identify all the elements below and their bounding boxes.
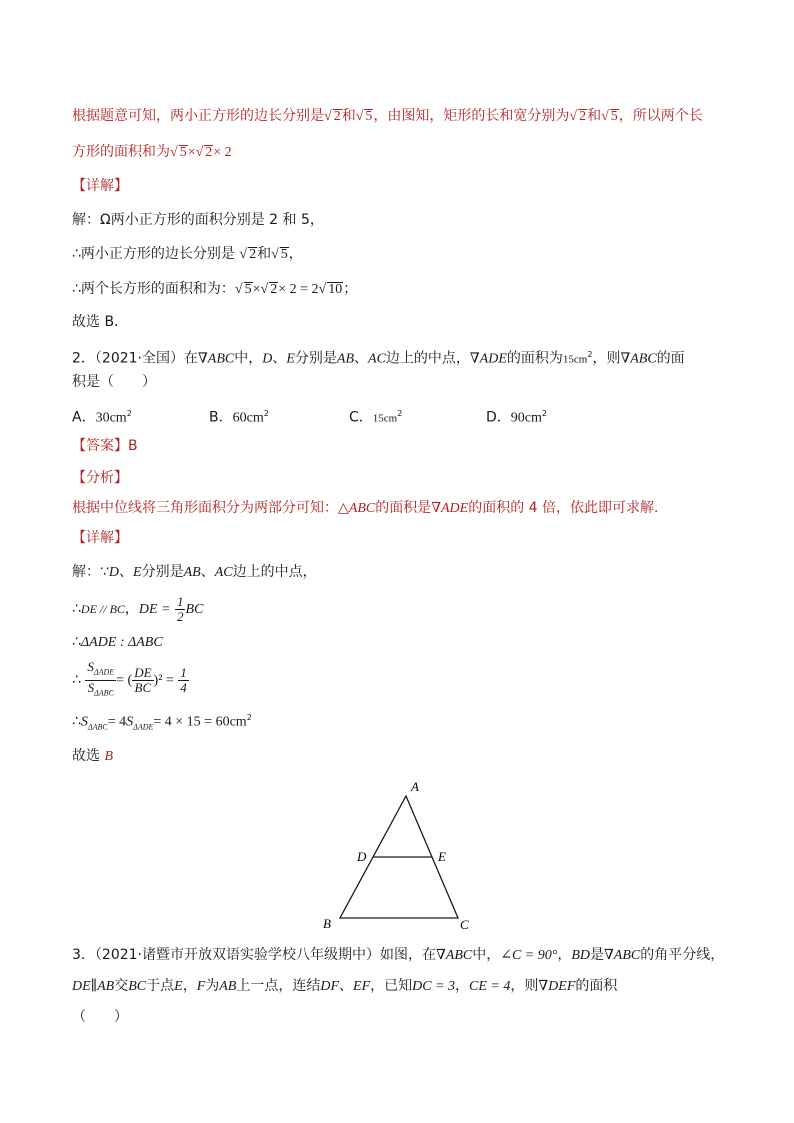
q3-line-2: DE∥AB交BC于点E，F为AB上一点，连结DF、EF，已知DC = 3，CE = 4，则∇DEF的面积 (72, 978, 618, 994)
sol1-line-2: ∴两小正方形的边长分别是 √ 2和√ 5， (72, 246, 303, 262)
fraction-one-quarter: $\frac{1}{4}$ (180, 664, 187, 695)
answer-line: 【答案】B (72, 438, 138, 454)
label-b: B (323, 916, 331, 931)
analysis-line-3: 根据中位线将三角形面积分为两部分可知：△ABC的面积是∇ADE的面积的 4 倍，依此即可求解． (72, 500, 669, 516)
analysis-label: 【分析】 (72, 470, 128, 486)
detail-label-1: 【详解】 (72, 178, 128, 194)
analysis-line-2: 方形的面积和为√ 5×√ 2× 2 (72, 144, 232, 160)
q2-options (72, 404, 672, 424)
triangle-figure (318, 778, 488, 938)
label-a: A (411, 779, 419, 794)
option-b[interactable]: B．$60cm^2$ (209, 409, 269, 426)
sol1-line-3: ∴两个长方形的面积和为：√ 5×√ 2× 2 = 2√ 10； (72, 281, 358, 297)
option-c[interactable]: C．$15cm^2$ (349, 409, 403, 426)
sol2-line-4: ∴ $\frac{S_{\Delta ADE}}{S_{\Delta ABC}}$ = ( $\frac{DE}{BC}$ )² = $\frac{1}{4}$ (72, 660, 189, 700)
label-e: E (438, 849, 446, 864)
fraction-one-half: $\frac{1}{2}$ (176, 593, 184, 624)
sol2-line-3: ∴ΔADE : ΔABC (72, 634, 163, 650)
side-ratio-fraction: $\frac{DE}{BC}$ (134, 664, 152, 695)
detail-label-2: 【详解】 (72, 530, 128, 546)
sol2-line-1: 解：∵D、E分别是AB、AC边上的中点， (72, 564, 317, 580)
analysis-line-1: 根据题意可知，两小正方形的边长分别是√ 2和√ 5，由图知，矩形的长和宽分别为√ 2和√ 5，所以两个长 (72, 108, 703, 124)
q3-line-3: （ ） (72, 1009, 128, 1025)
q2-stem-line-1: 2．（2021·全国）在∇ABC中，D、E分别是AB、AC边上的中点，∇ADE的面积为$15cm^2$，则∇ABC的面 (72, 350, 685, 367)
sol1-line-4: 故选 B． (72, 314, 129, 330)
q2-stem-line-2: 积是（ ） (72, 374, 156, 390)
option-d[interactable]: D．$90cm^2$ (486, 409, 547, 426)
option-a[interactable]: A．$30cm^2$ (72, 409, 132, 426)
sol1-line-1: 解：Ω两小正方形的面积分别是 2 和 5， (72, 212, 324, 228)
label-c: C (460, 917, 469, 932)
q3-line-1: 3．（2021·诸暨市开放双语实验学校八年级期中）如图，在∇ABC中，∠C = 90°，BD是∇ABC的角平分线， (72, 947, 725, 963)
sol2-line-5: $\therefore S_{\Delta ABC}= 4S_{\Delta ADE}= 4 \times 15 = 60cm^2$ (72, 713, 252, 732)
sol2-line-2: ∴DE // BC，DE = $\frac{1}{2}$ BC (72, 593, 204, 624)
area-ratio-fraction: $\frac{S_{\Delta ADE}}{S_{\Delta ABC}}$ (87, 659, 115, 698)
label-d: D (357, 849, 367, 864)
sol2-line-6: 故选 B (72, 748, 114, 764)
